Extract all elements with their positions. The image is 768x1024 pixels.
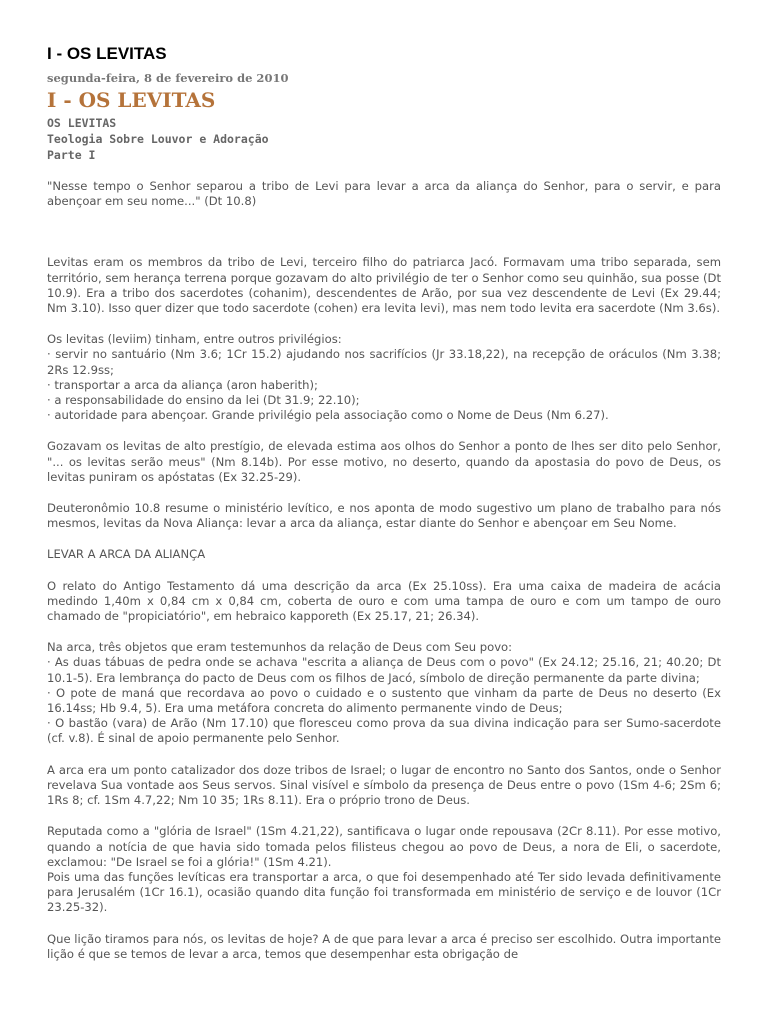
list-item: · transportar a arca da aliança (aron haberith); (47, 377, 318, 392)
paragraph-line: A arca era um ponto catalizador dos doze tribos de Israel; o lugar de encontro no Santo dos Santos, onde o Senhor revelava Sua vontade aos Seus servos. Sinal visível e símbolo da presença de Deus entre o povo (1Sm 4-6; 2Sm 6; 1Rs 8; cf. 1Sm 4.7,22; Nm 10 35; 1Rs 8.11). Era o próprio trono de Deus. (47, 762, 721, 808)
list-item: · O bastão (vara) de Arão (Nm 17.10) que floresceu como prova da sua divina indicação para ser Sumo-sacerdote (cf. v.8). É sinal de apoio permanente pelo Senhor. (47, 716, 721, 746)
section-heading-text: LEVAR A ARCA DA ALIANÇA (47, 547, 206, 562)
paragraph-line: Na arca, três objetos que eram testemunhos da relação de Deus com Seu povo: (47, 640, 513, 655)
privileges-list (47, 332, 721, 423)
paragraph (47, 439, 721, 485)
paragraph-line: Os levitas (leviim) tinham, entre outros privilégios: (47, 332, 342, 347)
section-heading (47, 547, 721, 562)
paragraph-line: Levitas eram os membros da tribo de Levi, terceiro filho do patriarca Jacó. Formavam uma tribo separada, sem território, sem herança terrena porque gozavam do alto privilégio de ter o Senhor como seu quinhão, sua posse (Dt 10.9). Era a tribo dos sacerdotes (cohanim), descendentes de Arão, por sua vez descendente de Levi (Ex 29.44; Nm 3.10). Isso quer dizer que todo sacerdote (cohen) era levita levi), mas nem todo levita era sacerdote (Nm 3.6s). (47, 255, 721, 316)
subtitle-line: OS LEVITAS (47, 116, 117, 130)
paragraph-line: Pois uma das funções levíticas era transportar a arca, o que foi desempenhado até Ter sido levada definitivamente para Jerusalém (1Cr 16.1), ocasião quando dita função foi transformada em ministério de serviço e de louvor (1Cr 23.25-32). (47, 869, 721, 915)
ark-objects-list (47, 640, 721, 746)
document-title: I - OS LEVITAS (47, 44, 167, 63)
paragraph-line: Deuteronômio 10.8 resume o ministério levítico, e nos aponta de modo sugestivo um plano de trabalho para nós mesmos, levitas da Nova Aliança: levar a arca da aliança, estar diante do Senhor e abençoar em Seu Nome. (47, 501, 721, 531)
paragraph-line: O relato do Antigo Testamento dá uma descrição da arca (Ex 25.10ss). Era uma caixa de madeira de acácia medindo 1,40m x 0,84 cm x 0,84 cm, coberta de ouro e com uma tampa de ouro e com um tampo de ouro chamado de "propiciatório", em hebraico kapporeth (Ex 25.17, 21; 26.34). (47, 578, 721, 624)
paragraph (47, 579, 721, 625)
post-body (47, 179, 721, 962)
subtitle-line: Parte I (47, 148, 96, 162)
paragraph-line: Que lição tiramos para nós, os levitas de hoje? A de que para levar a arca é preciso ser escolhido. Outra importante lição é que se temos de levar a arca, temos que desempenhar esta obrigação de (47, 931, 721, 961)
paragraph-line: "Nesse tempo o Senhor separou a tribo de Levi para levar a arca da aliança do Senhor, para o servir, e para abençoar em seu nome..." (Dt 10.8) (47, 179, 721, 209)
list-item: · O pote de maná que recordava ao povo o cuidado e o sustento que vinham da parte de Deus no deserto (Ex 16.14ss; Hb 9.4, 5). Era uma metáfora concreta do alimento permanente vindo de Deus; (47, 685, 721, 716)
post-subtitle-block (47, 115, 721, 163)
list-item: · As duas tábuas de pedra onde se achava "escrita a aliança de Deus com o povo" (Ex 24.12; 25.16, 21; 40.20; Dt 10.1-5). Era lembrança do pacto de Deus com os filhos de Jacó, símbolo de direção permanente da parte divina; (47, 655, 721, 685)
list-item: · a responsabilidade do ensino da lei (Dt 31.9; 22.10); (47, 393, 360, 408)
list-item: · servir no santuário (Nm 3.6; 1Cr 15.2) ajudando nos sacrifícios (Jr 33.18,22), na recepção de oráculos (Nm 3.38; 2Rs 12.9ss; (47, 347, 721, 377)
paragraph-line: Reputada como a "glória de Israel" (1Sm 4.21,22), santificava o lugar onde repousava (2Cr 8.11). Por esse motivo, quando a notícia de que havia sido tomada pelos filisteus chegou ao povo de Deus, a nora de Eli, o sacerdote, exclamou: "De Israel se foi a glória!" (1Sm 4.21). (47, 824, 721, 869)
paragraph (47, 763, 721, 809)
post-date: segunda-feira, 8 de fevereiro de 2010 (47, 71, 289, 85)
list-item: · autoridade para abençoar. Grande privilégio pela associação como o Nome de Deus (Nm 6.27). (47, 408, 609, 423)
paragraph-line: Gozavam os levitas de alto prestígio, de elevada estima aos olhos do Senhor a ponto de lhes ser dito pelo Senhor, "... os levitas serão meus" (Nm 8.14b). Por esse motivo, no deserto, quando da apostasia do povo de Deus, os levitas puniram os apóstatas (Ex 32.25-29). (47, 439, 721, 484)
paragraph (47, 932, 721, 962)
paragraph (47, 501, 721, 531)
opening-quote (47, 179, 721, 209)
paragraph (47, 824, 721, 915)
paragraph (47, 255, 721, 316)
post-title: I - OS LEVITAS (47, 88, 216, 112)
subtitle-line: Teologia Sobre Louvor e Adoração (47, 132, 269, 146)
